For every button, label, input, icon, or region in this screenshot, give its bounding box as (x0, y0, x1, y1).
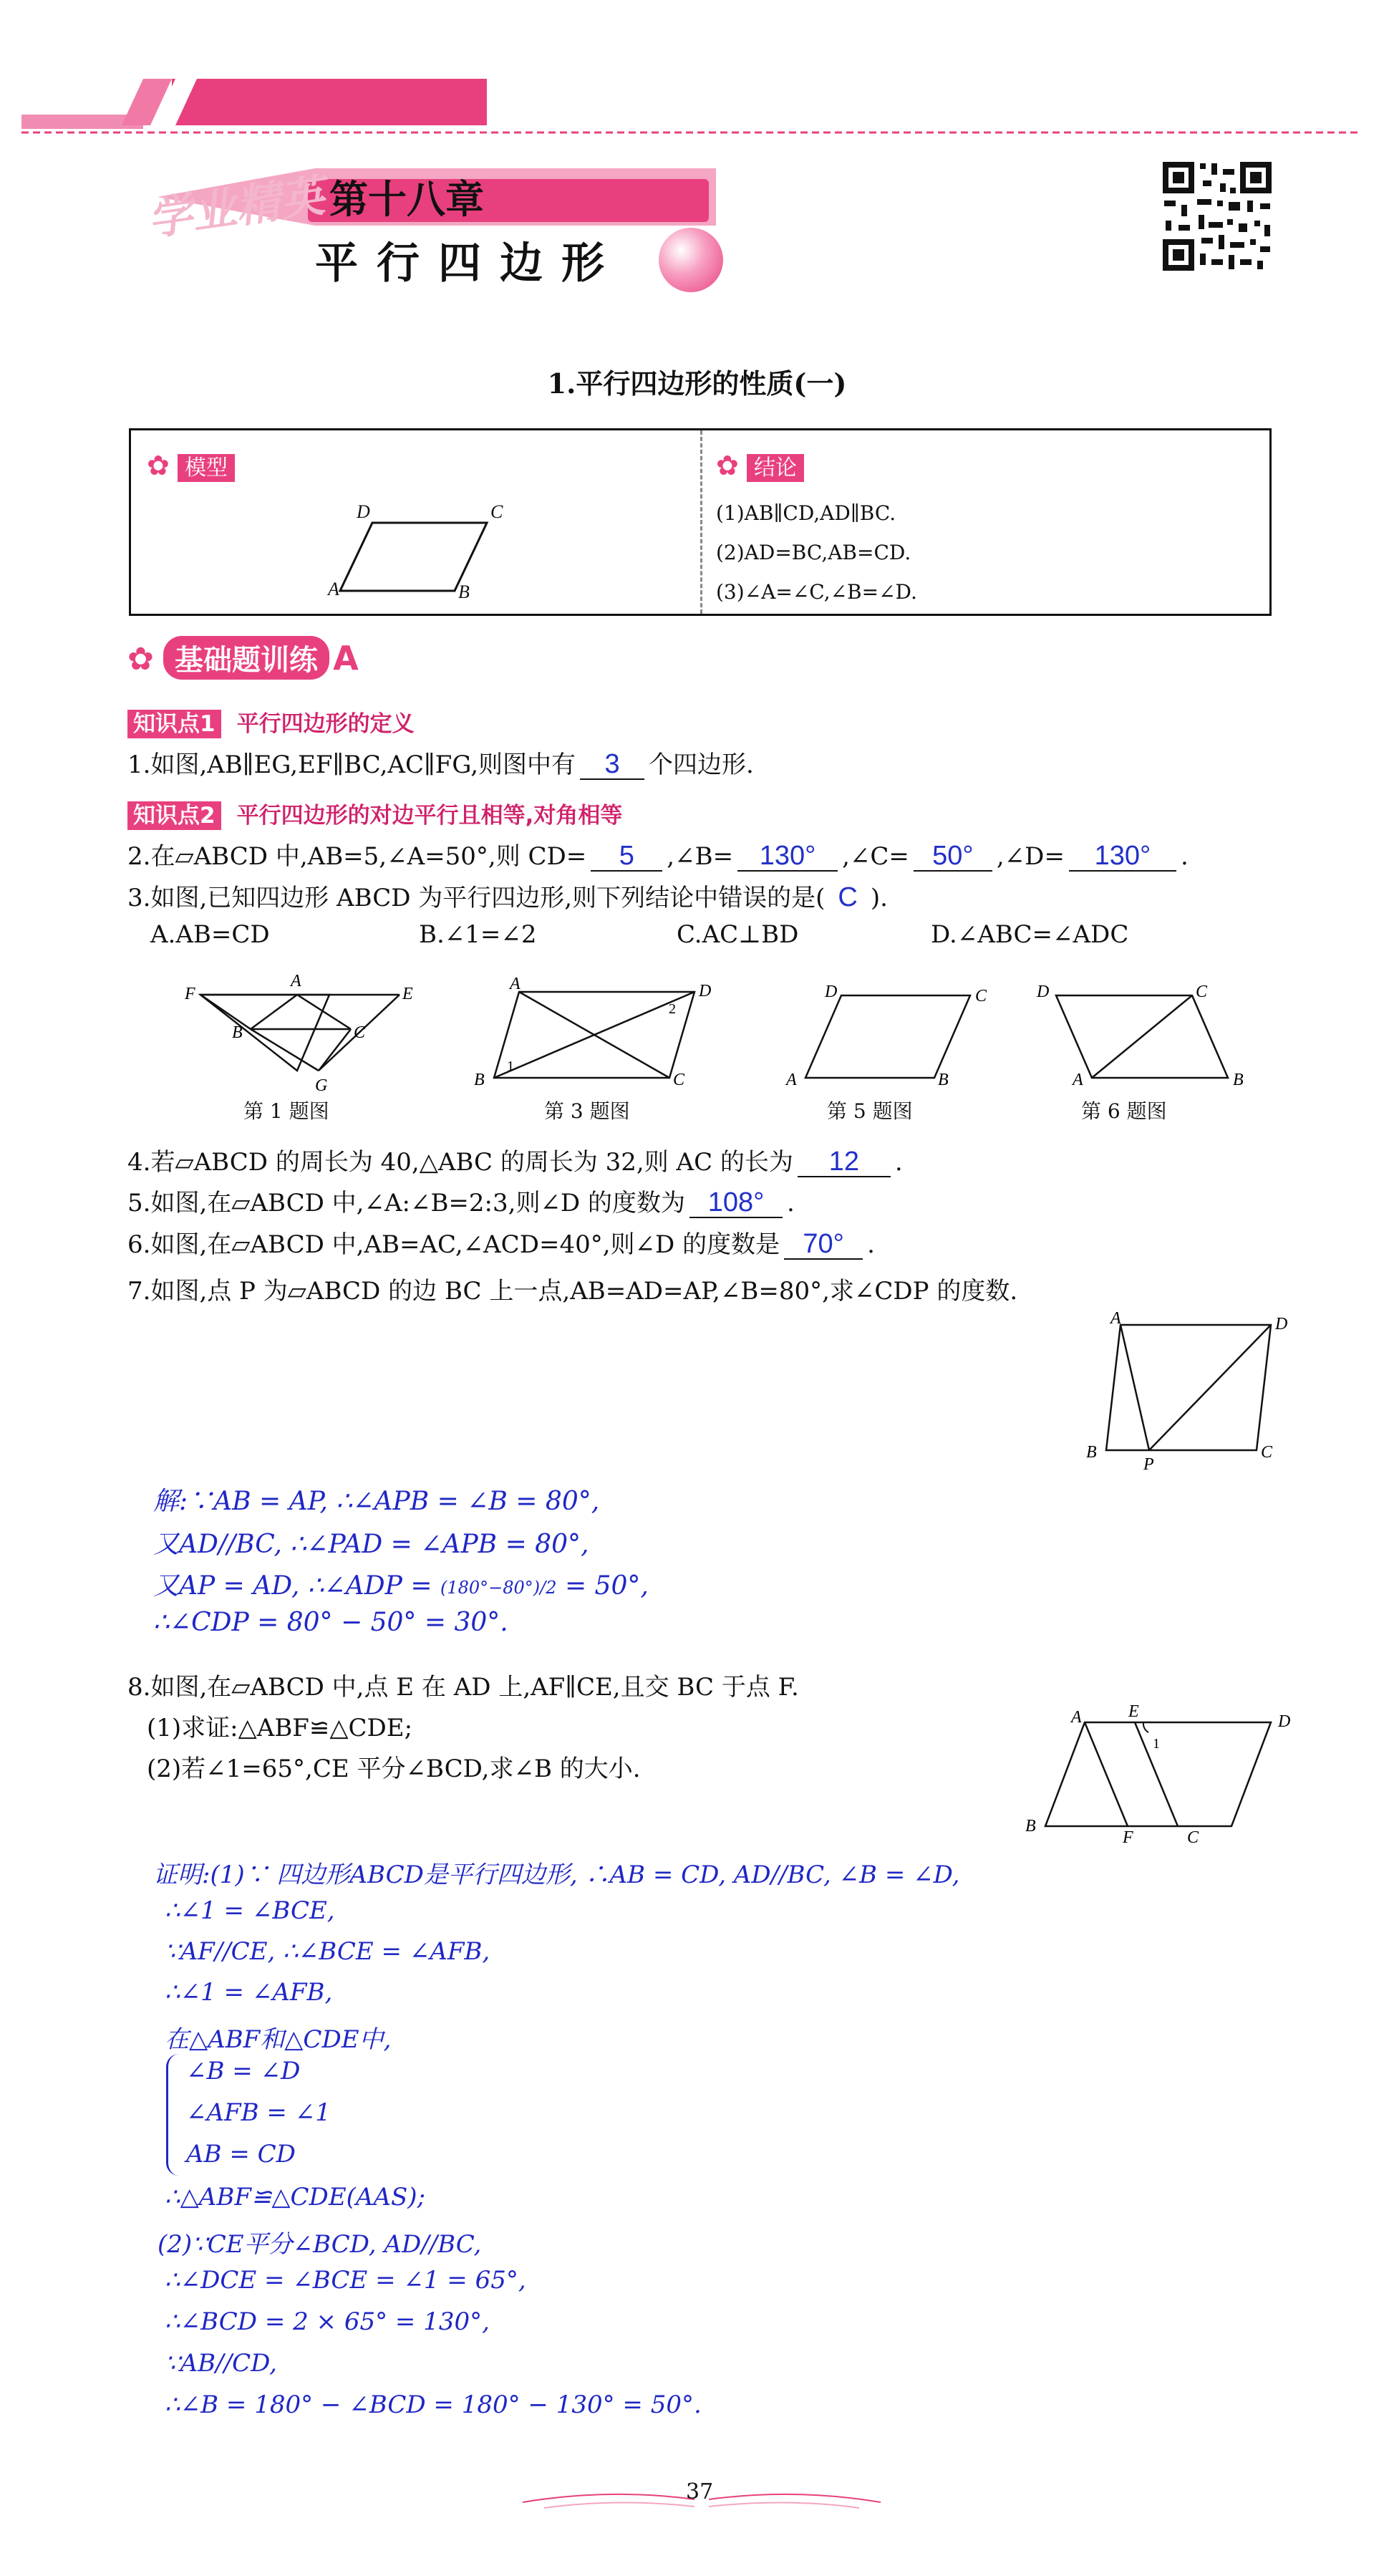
q7-solution-line-1: 解:∵AB = AP, ∴∠APB = ∠B = 80°, (153, 1487, 600, 1516)
qr-code-image (1160, 159, 1274, 274)
q6-text-end: . (867, 1230, 875, 1259)
svg-text:B: B (1233, 1071, 1244, 1089)
q2-text-c: ,∠C= (842, 842, 909, 871)
q7-solution-line-3-end: = 50°, (564, 1571, 649, 1601)
svg-text:E: E (402, 985, 413, 1003)
logo-text: 学业精英 (144, 169, 328, 246)
knowledge-point-1 (127, 705, 415, 738)
q8-solution-line-1: 证明:(1)∵ 四边形ABCD是平行四边形, ∴AB = CD, AD//BC, ∠B = ∠D, (153, 1861, 960, 1889)
q3-text-end: ). (870, 884, 888, 912)
q3-option-d: D.∠ABC=∠ADC (931, 920, 1129, 949)
q3-option-c: C.AC⊥BD (677, 920, 799, 949)
svg-text:1: 1 (507, 1058, 514, 1074)
svg-text:A: A (291, 972, 301, 990)
q8-solution-line-2: ∴∠1 = ∠BCE, (165, 1896, 335, 1925)
question-4 (127, 1142, 903, 1177)
q7-solution-fraction: (180°−80°)/2 (440, 1578, 557, 1598)
q3-option-a: A.AB=CD (150, 920, 270, 949)
q7-solution-line-4: ∴∠CDP = 80° − 50° = 30°. (153, 1608, 508, 1637)
model-divider (700, 430, 702, 614)
svg-text:B: B (1086, 1443, 1097, 1462)
svg-text:A: A (510, 978, 521, 993)
q1-text-end: 个四边形. (649, 751, 754, 779)
q4-answer: 12 (798, 1147, 891, 1177)
q8-solution-line-7: (2)∵CE平分∠BCD, AD//BC, (158, 2230, 482, 2259)
question-8: 8.如图,在▱ABCD 中,点 E 在 AD 上,AF∥CE,且交 BC 于点 F. (127, 1673, 799, 1702)
q8-system-line-3: AB = CD (186, 2140, 296, 2169)
figure-q5 (780, 981, 995, 1089)
svg-text:G: G (315, 1076, 328, 1095)
section-title: 1.平行四边形的性质(一) (547, 367, 847, 400)
training-level: A (333, 639, 359, 677)
question-2 (127, 836, 1189, 872)
q4-text: 4.若▱ABCD 的周长为 40,△ABC 的周长为 32,则 AC 的长为 (127, 1148, 793, 1177)
q6-text: 6.如图,在▱ABCD 中,AB=AC,∠ACD=40°,则∠D 的度数是 (127, 1230, 780, 1259)
qr-code[interactable] (1160, 159, 1274, 274)
svg-text:C: C (975, 987, 987, 1005)
question-3 (127, 878, 888, 913)
svg-text:D: D (1278, 1712, 1291, 1731)
conclusion-2: (2)AD=BC,AB=CD. (716, 541, 911, 564)
svg-text:C: C (1196, 983, 1208, 1001)
svg-text:1: 1 (1153, 1736, 1160, 1752)
model-vertex-b: B (458, 582, 470, 602)
question-5 (127, 1183, 795, 1218)
svg-text:D: D (825, 983, 838, 1001)
q3-option-b: B.∠1=∠2 (419, 920, 537, 949)
svg-text:C: C (354, 1023, 366, 1042)
question-6 (127, 1225, 875, 1260)
kp2-tag: 知识点2 (127, 801, 221, 830)
chapter-ball (659, 228, 723, 292)
figure-q3 (465, 978, 716, 1092)
svg-text:P: P (1143, 1455, 1154, 1474)
q8-solution-line-6: ∴△ABF≌△CDE(AAS); (165, 2183, 426, 2211)
figure-q7 (1078, 1303, 1299, 1475)
page-number: 37 (686, 2479, 714, 2504)
svg-text:B: B (938, 1071, 949, 1089)
svg-text:A: A (1071, 1708, 1082, 1727)
q2-text-end: . (1180, 842, 1189, 871)
kp2-text: 平行四边形的对边平行且相等,对角相等 (236, 803, 623, 829)
svg-text:A: A (786, 1071, 797, 1089)
q1-answer: 3 (580, 750, 644, 780)
q7-solution-line-3 (153, 1566, 649, 1602)
q8-solution-line-5: 在△ABF和△CDE中, (165, 2025, 392, 2054)
question-7: 7.如图,点 P 为▱ABCD 的边 BC 上一点,AB=AD=AP,∠B=80°,求∠CDP 的度数. (127, 1277, 1018, 1306)
system-brace (166, 2054, 183, 2176)
conclusion-label (716, 450, 804, 481)
q2-answer-c: 50° (914, 841, 992, 872)
q8-solution-line-11: ∴∠B = 180° − ∠BCD = 180° − 130° = 50°. (165, 2391, 702, 2419)
figure-caption-5: 第 5 题图 (827, 1099, 913, 1123)
svg-text:A: A (1110, 1309, 1121, 1328)
svg-text:D: D (1037, 983, 1050, 1001)
conclusion-label-text: 结论 (747, 454, 804, 482)
model-vertex-d: D (357, 501, 370, 522)
q2-text-d: ,∠D= (996, 842, 1065, 871)
figure-caption-1: 第 1 题图 (243, 1099, 329, 1123)
figure-q1 (179, 970, 422, 1099)
q2-text: 2.在▱ABCD 中,AB=5,∠A=50°,则 CD= (127, 842, 587, 871)
flower-icon: ✿ (147, 450, 170, 481)
svg-text:E: E (1128, 1702, 1139, 1721)
svg-text:C: C (1187, 1828, 1199, 1844)
conclusion-3: (3)∠A=∠C,∠B=∠D. (716, 580, 917, 604)
kp1-text: 平行四边形的定义 (236, 711, 415, 737)
q5-text-end: . (787, 1189, 795, 1217)
question-1 (127, 745, 754, 780)
figure-q6 (1031, 981, 1282, 1089)
flower-icon: ✿ (716, 450, 739, 481)
q8-solution-line-4: ∴∠1 = ∠AFB, (165, 1978, 333, 2007)
svg-text:A: A (1073, 1071, 1083, 1089)
q5-answer: 108° (689, 1188, 783, 1218)
svg-text:C: C (673, 1071, 685, 1089)
svg-text:B: B (1025, 1817, 1036, 1835)
q6-answer: 70° (784, 1230, 863, 1260)
chapter-title: 平行四边形 (315, 238, 623, 289)
q8-solution-line-9: ∴∠BCD = 2 × 65° = 130°, (165, 2307, 490, 2336)
model-label (147, 450, 235, 481)
q2-text-b: ,∠B= (667, 842, 734, 871)
q7-solution-line-2: 又AD//BC, ∴∠PAD = ∠APB = 80°, (153, 1530, 589, 1559)
question-8-part-2: (2)若∠1=65°,CE 平分∠BCD,求∠B 的大小. (147, 1755, 641, 1783)
svg-text:F: F (185, 985, 195, 1003)
model-vertex-a: A (328, 579, 339, 599)
flower-icon: ✿ (127, 641, 154, 677)
svg-text:D: D (1275, 1315, 1288, 1333)
q8-solution-line-10: ∵AB//CD, (165, 2349, 277, 2378)
figure-caption-3: 第 3 题图 (544, 1099, 630, 1123)
model-box (129, 428, 1272, 616)
svg-text:D: D (699, 982, 712, 1000)
model-label-text: 模型 (178, 454, 235, 482)
chapter-label: 第十八章 (329, 177, 484, 222)
q8-system-line-1: ∠B = ∠D (186, 2057, 301, 2085)
kp1-tag: 知识点1 (127, 710, 221, 738)
svg-text:B: B (474, 1071, 485, 1089)
q7-solution-line-3-start: 又AP = AD, ∴∠ADP = (153, 1571, 432, 1601)
q8-solution-line-8: ∴∠DCE = ∠BCE = ∠1 = 65°, (165, 2266, 526, 2295)
conclusion-1: (1)AB∥CD,AD∥BC. (716, 501, 896, 525)
q8-system-line-2: ∠AFB = ∠1 (186, 2098, 331, 2127)
q1-text: 1.如图,AB∥EG,EF∥BC,AC∥FG,则图中有 (127, 751, 576, 779)
svg-text:B: B (232, 1023, 243, 1042)
q3-text: 3.如图,已知四边形 ABCD 为平行四边形,则下列结论中错误的是( (127, 884, 826, 912)
model-vertex-c: C (490, 501, 503, 522)
svg-text:F: F (1123, 1828, 1133, 1844)
figure-q8 (1002, 1701, 1296, 1844)
training-header (127, 636, 359, 680)
knowledge-point-2 (127, 797, 622, 829)
figure-caption-6: 第 6 题图 (1081, 1099, 1167, 1123)
q8-solution-line-3: ∵AF//CE, ∴∠BCE = ∠AFB, (165, 1937, 490, 1966)
training-title: 基础题训练 (163, 636, 329, 680)
q5-text: 5.如图,在▱ABCD 中,∠A:∠B=2:3,则∠D 的度数为 (127, 1189, 685, 1217)
q2-answer-cd: 5 (591, 841, 662, 872)
svg-text:C: C (1261, 1443, 1273, 1462)
q3-answer: C (838, 882, 858, 912)
q2-answer-b: 130° (737, 841, 838, 872)
question-8-part-1: (1)求证:△ABF≌△CDE; (147, 1714, 413, 1742)
svg-text:2: 2 (669, 1001, 676, 1017)
q4-text-end: . (894, 1148, 903, 1177)
q2-answer-d: 130° (1069, 841, 1176, 872)
